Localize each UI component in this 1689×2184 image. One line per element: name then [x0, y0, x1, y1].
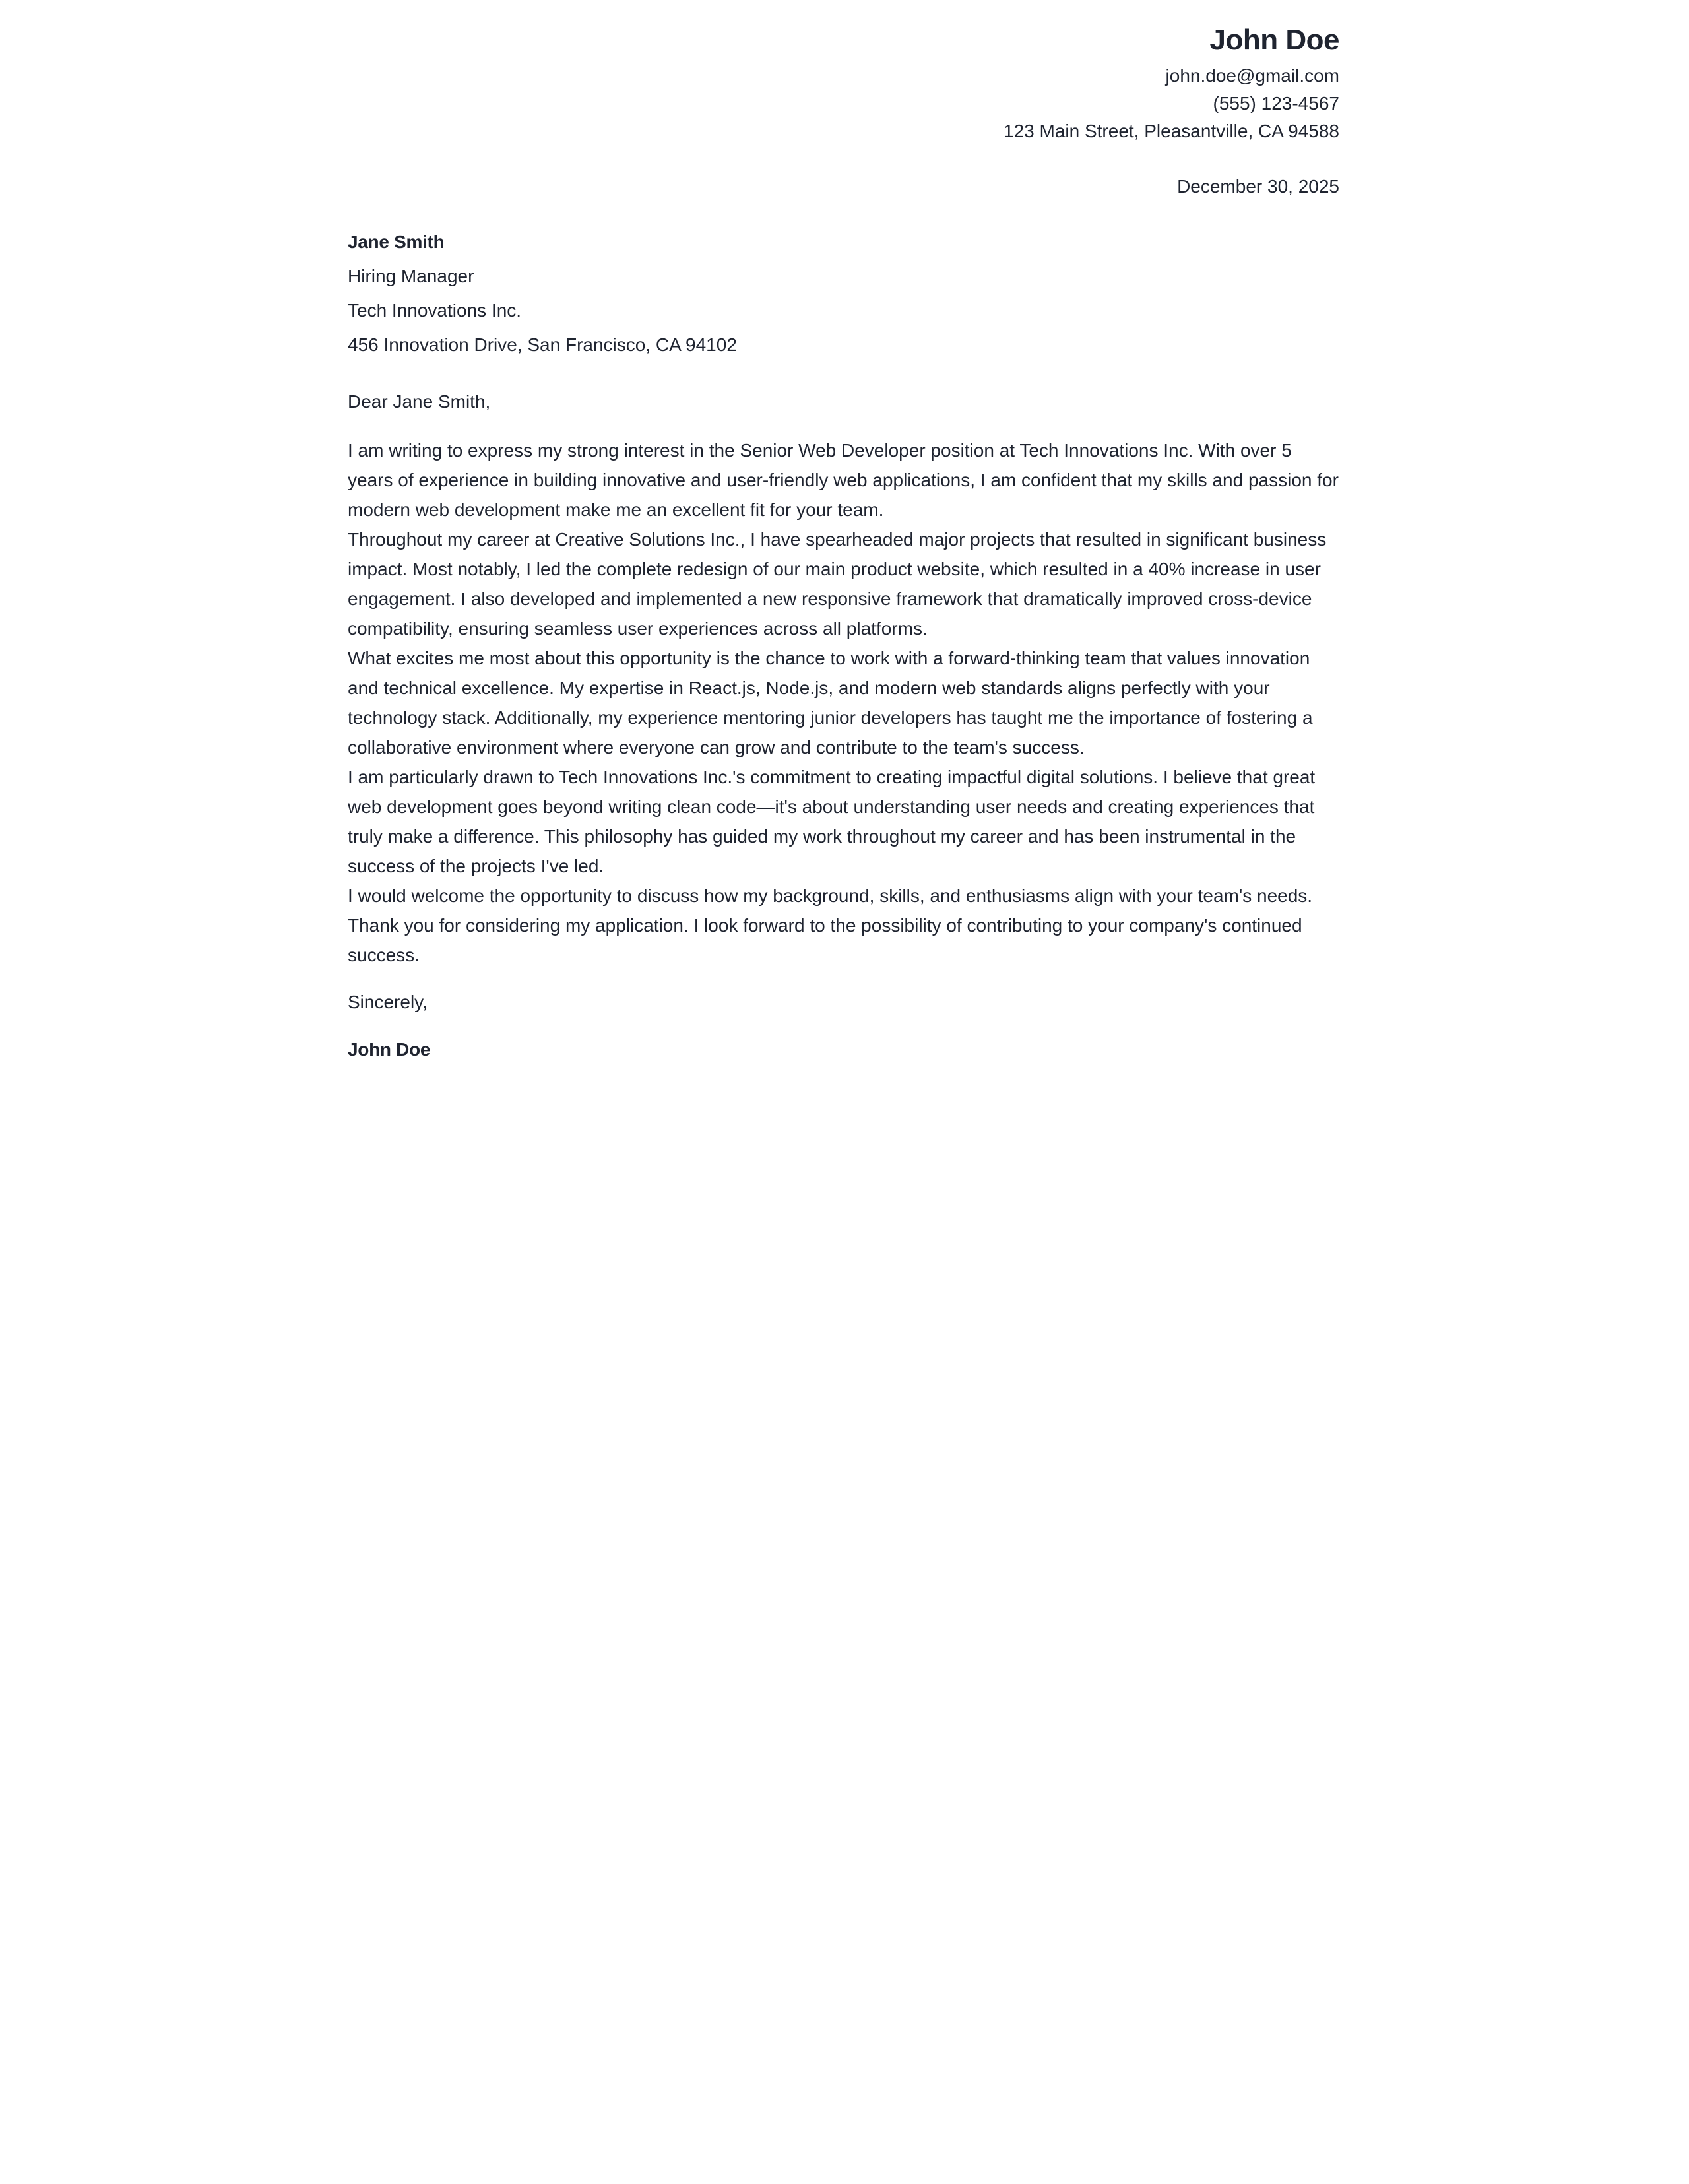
sender-email: john.doe@gmail.com [1165, 65, 1339, 86]
sender-name: John Doe [1209, 24, 1339, 56]
body-paragraph: I am particularly drawn to Tech Innovations Inc.'s commitment to creating impactful digital solutions. I believe that great web development goes beyond writing clean code—it's about understanding user needs and creating experiences that truly make a difference. This philosophy has guided my work throughout my career and has been instrumental in the success of the projects I've led. [348, 767, 1316, 876]
letter-body [348, 435, 1339, 970]
body-paragraph: Throughout my career at Creative Solutions Inc., I have spearheaded major projects that resulted in significant business impact. Most notably, I led the complete redesign of our main product website, which resulted in a 40% increase in user engagement. I also developed and implemented a new responsive framework that dramatically improved cross-device compatibility, ensuring seamless user experiences across all platforms. [348, 529, 1327, 639]
closing: Sincerely, [348, 992, 428, 1012]
recipient-title: Hiring Manager [348, 266, 474, 286]
sender-address: 123 Main Street, Pleasantville, CA 94588 [1004, 121, 1339, 141]
salutation: Dear Jane Smith, [348, 391, 491, 412]
cover-letter [348, 0, 1339, 1064]
body-paragraph: I would welcome the opportunity to discuss how my background, skills, and enthusiasms align with your team's needs. Thank you for considering my application. I look forward to the possibility of contributing to your company's continued success. [348, 885, 1313, 965]
body-paragraph: What excites me most about this opportunity is the chance to work with a forward-thinking team that values innovation and technical excellence. My expertise in React.js, Node.js, and modern web standards aligns perfectly with your technology stack. Additionally, my experience mentoring junior developers has taught me the importance of fostering a collaborative environment where everyone can grow and contribute to the team's success. [348, 648, 1313, 757]
recipient-company: Tech Innovations Inc. [348, 300, 522, 321]
recipient-name: Jane Smith [348, 232, 445, 252]
sender-block [348, 0, 1339, 145]
sender-phone: (555) 123-4567 [1213, 93, 1339, 113]
signature-name: John Doe [348, 1039, 431, 1060]
recipient-block [348, 228, 1339, 359]
recipient-address: 456 Innovation Drive, San Francisco, CA 94102 [348, 335, 737, 355]
letter-date: December 30, 2025 [1177, 176, 1339, 197]
body-paragraph: I am writing to express my strong interest in the Senior Web Developer position at Tech Innovations Inc. With over 5 years of experience in building innovative and user-friendly web applications, I am confident that my skills and passion for modern web development make me an excellent fit for your team. [348, 440, 1339, 520]
